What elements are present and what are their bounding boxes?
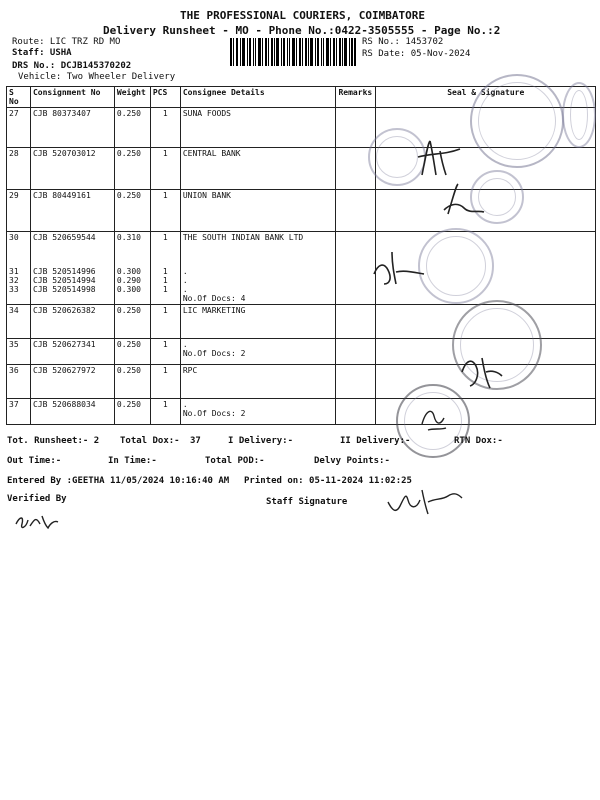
weight-30: 0.310 bbox=[116, 233, 141, 242]
rs-number: RS No.: 1453702 bbox=[362, 37, 444, 47]
cell-pcs: 1 bbox=[150, 108, 180, 148]
pcs-32: 1 bbox=[162, 276, 168, 285]
out-time: Out Time:- bbox=[7, 456, 62, 466]
cell-sno: 35 bbox=[7, 339, 31, 365]
docs-count: No.Of Docs: 4 bbox=[182, 294, 246, 303]
cell-weight: 0.250 bbox=[114, 399, 150, 425]
cell-consignee bbox=[180, 399, 336, 425]
cell-consignee: LIC MARKETING bbox=[180, 305, 336, 339]
details-32: . bbox=[182, 276, 188, 285]
drs-number: DRS No.: DCJB145370202 bbox=[12, 61, 132, 71]
staff-label: Staff: USHA bbox=[12, 48, 72, 58]
weight-32: 0.290 bbox=[116, 276, 141, 285]
cell-weight: 0.250 bbox=[114, 305, 150, 339]
cell-pcs bbox=[150, 232, 180, 305]
cell-consignment: CJB 520626382 bbox=[30, 305, 114, 339]
cell-weight: 0.250 bbox=[114, 108, 150, 148]
signature-28 bbox=[414, 135, 474, 185]
cell-pcs: 1 bbox=[150, 305, 180, 339]
cell-consignee: UNION BANK bbox=[180, 190, 336, 232]
pcs-30: 1 bbox=[162, 233, 168, 242]
cell-remarks bbox=[336, 365, 376, 399]
cell-weight: 0.250 bbox=[114, 339, 150, 365]
cno-30: CJB 520659544 bbox=[32, 233, 96, 242]
seal-stamp-7 bbox=[562, 82, 596, 148]
docs-count: No.Of Docs: 2 bbox=[182, 409, 246, 418]
delvy-points: Delvy Points:- bbox=[314, 456, 390, 466]
rs-date: RS Date: 05-Nov-2024 bbox=[362, 49, 471, 59]
cell-remarks bbox=[336, 190, 376, 232]
table-row bbox=[7, 232, 596, 305]
cno-33: CJB 520514998 bbox=[32, 285, 96, 294]
i-delivery: I Delivery:- bbox=[228, 436, 294, 446]
signature-36 bbox=[456, 352, 506, 392]
cell-consignment: CJB 520627341 bbox=[30, 339, 114, 365]
cell-consignment: CJB 520703012 bbox=[30, 148, 114, 190]
cell-pcs: 1 bbox=[150, 148, 180, 190]
cell-remarks bbox=[336, 339, 376, 365]
col-header-pcs: PCS bbox=[150, 87, 180, 108]
signature-30 bbox=[368, 244, 428, 288]
col-header-remarks: Remarks bbox=[336, 87, 376, 108]
col-header-weight: Weight bbox=[114, 87, 150, 108]
total-pod: Total POD:- bbox=[205, 456, 265, 466]
pcs-33: 1 bbox=[162, 285, 168, 294]
cell-sno: 36 bbox=[7, 365, 31, 399]
cell-weight: 0.250 bbox=[114, 148, 150, 190]
cell-sno: 37 bbox=[7, 399, 31, 425]
verified-by: Verified By bbox=[7, 494, 67, 504]
cell-consignee bbox=[180, 339, 336, 365]
cell-consignment bbox=[30, 232, 114, 305]
printed-on: Printed on: 05-11-2024 11:02:25 bbox=[244, 476, 412, 486]
cno-31: CJB 520514996 bbox=[32, 267, 96, 276]
sno-32: 32 bbox=[9, 276, 19, 285]
details-35: . bbox=[182, 340, 188, 349]
total-dox-value: 37 bbox=[190, 436, 201, 446]
staff-signature-label: Staff Signature bbox=[266, 497, 348, 507]
total-dox-label: Total Dox:- bbox=[120, 436, 180, 446]
col-header-seal: Seal & Signature bbox=[376, 87, 596, 108]
details-31: . bbox=[182, 267, 188, 276]
col-header-consignment: Consignment No bbox=[30, 87, 114, 108]
cell-consignee bbox=[180, 232, 336, 305]
in-time: In Time:- bbox=[108, 456, 157, 466]
cell-sno bbox=[7, 232, 31, 305]
weight-31: 0.300 bbox=[116, 267, 141, 276]
cell-pcs: 1 bbox=[150, 399, 180, 425]
staff-signature bbox=[382, 478, 466, 522]
col-header-consignee: Consignee Details bbox=[180, 87, 336, 108]
signature-29 bbox=[440, 180, 490, 220]
vehicle-label: Vehicle: Two Wheeler Delivery bbox=[18, 72, 176, 82]
col-header-sno: S No bbox=[7, 87, 31, 108]
cell-consignment: CJB 520627972 bbox=[30, 365, 114, 399]
details-30: THE SOUTH INDIAN BANK LTD bbox=[182, 233, 304, 242]
cell-remarks bbox=[336, 108, 376, 148]
cell-pcs: 1 bbox=[150, 365, 180, 399]
sno-31: 31 bbox=[9, 267, 19, 276]
entered-by: Entered By :GEETHA 11/05/2024 10:16:40 AM bbox=[7, 476, 230, 486]
table-row bbox=[7, 399, 596, 425]
cell-pcs: 1 bbox=[150, 190, 180, 232]
seal-stamp-4 bbox=[418, 228, 494, 304]
cell-consignment: CJB 80449161 bbox=[30, 190, 114, 232]
cno-32: CJB 520514994 bbox=[32, 276, 96, 285]
cell-sno: 34 bbox=[7, 305, 31, 339]
ii-delivery: II Delivery:- bbox=[340, 436, 411, 446]
cell-sno: 28 bbox=[7, 148, 31, 190]
route-label: Route: LIC TRZ RD MO bbox=[12, 37, 121, 47]
cell-sno: 27 bbox=[7, 108, 31, 148]
pcs-31: 1 bbox=[162, 267, 168, 276]
cell-remarks bbox=[336, 399, 376, 425]
cell-consignee: RPC bbox=[180, 365, 336, 399]
barcode bbox=[230, 38, 356, 66]
seal-stamp-1 bbox=[470, 74, 564, 168]
cell-weight bbox=[114, 232, 150, 305]
cell-remarks bbox=[336, 305, 376, 339]
signature-37 bbox=[416, 400, 452, 434]
rtn-dox: RTN Dox:- bbox=[454, 436, 503, 446]
cell-consignee: SUNA FOODS bbox=[180, 108, 336, 148]
cell-consignment: CJB 80373407 bbox=[30, 108, 114, 148]
sno-30: 30 bbox=[9, 233, 19, 242]
cell-consignment: CJB 520688034 bbox=[30, 399, 114, 425]
cell-consignee: CENTRAL BANK bbox=[180, 148, 336, 190]
cell-weight: 0.250 bbox=[114, 365, 150, 399]
verified-signature bbox=[12, 506, 62, 534]
details-33: . bbox=[182, 285, 188, 294]
company-title: THE PROFESSIONAL COURIERS, COIMBATORE bbox=[180, 9, 426, 22]
cell-sno: 29 bbox=[7, 190, 31, 232]
sno-33: 33 bbox=[9, 285, 19, 294]
cell-weight: 0.250 bbox=[114, 190, 150, 232]
weight-33: 0.300 bbox=[116, 285, 141, 294]
cell-pcs: 1 bbox=[150, 339, 180, 365]
runsheet-subtitle: Delivery Runsheet - MO - Phone No.:0422-3505555 - Page No.:2 bbox=[103, 24, 501, 37]
docs-count: No.Of Docs: 2 bbox=[182, 349, 246, 358]
details-37: . bbox=[182, 400, 188, 409]
tot-runsheet: Tot. Runsheet:- 2 bbox=[7, 436, 100, 446]
